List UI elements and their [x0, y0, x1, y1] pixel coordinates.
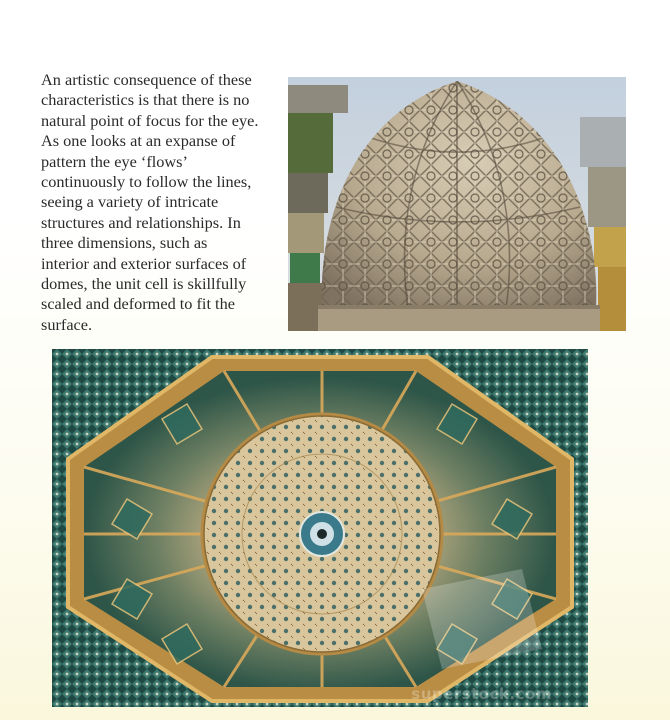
paragraph-line: An artistic consequence of these — [41, 70, 252, 89]
paragraph-line: three dimensions, such as — [41, 233, 208, 253]
paragraph-line: structures and relationships. In — [41, 212, 241, 232]
paragraph-line: seeing a variety of intricate — [41, 192, 219, 212]
paragraph-line: characteristics is that there is no — [41, 90, 250, 110]
paragraph-line: As one looks at an expanse of — [41, 131, 236, 151]
paragraph-line: pattern the eye ‘flows’ — [41, 151, 188, 171]
paragraph-line: domes, the unit cell is skillfully — [41, 274, 247, 294]
paragraph-line: scaled and deformed to fit the — [41, 294, 235, 314]
body-paragraph — [41, 70, 291, 335]
paragraph-line: continuously to follow the lines, — [41, 172, 252, 192]
interior-dome-photo — [52, 349, 588, 707]
paragraph-line: interior and exterior surfaces of — [41, 253, 247, 273]
exterior-dome-photo — [288, 77, 626, 331]
paragraph-line: surface. — [41, 314, 93, 334]
watermark: superstock.com — [411, 685, 552, 703]
paragraph-line: natural point of focus for the eye. — [41, 110, 259, 130]
